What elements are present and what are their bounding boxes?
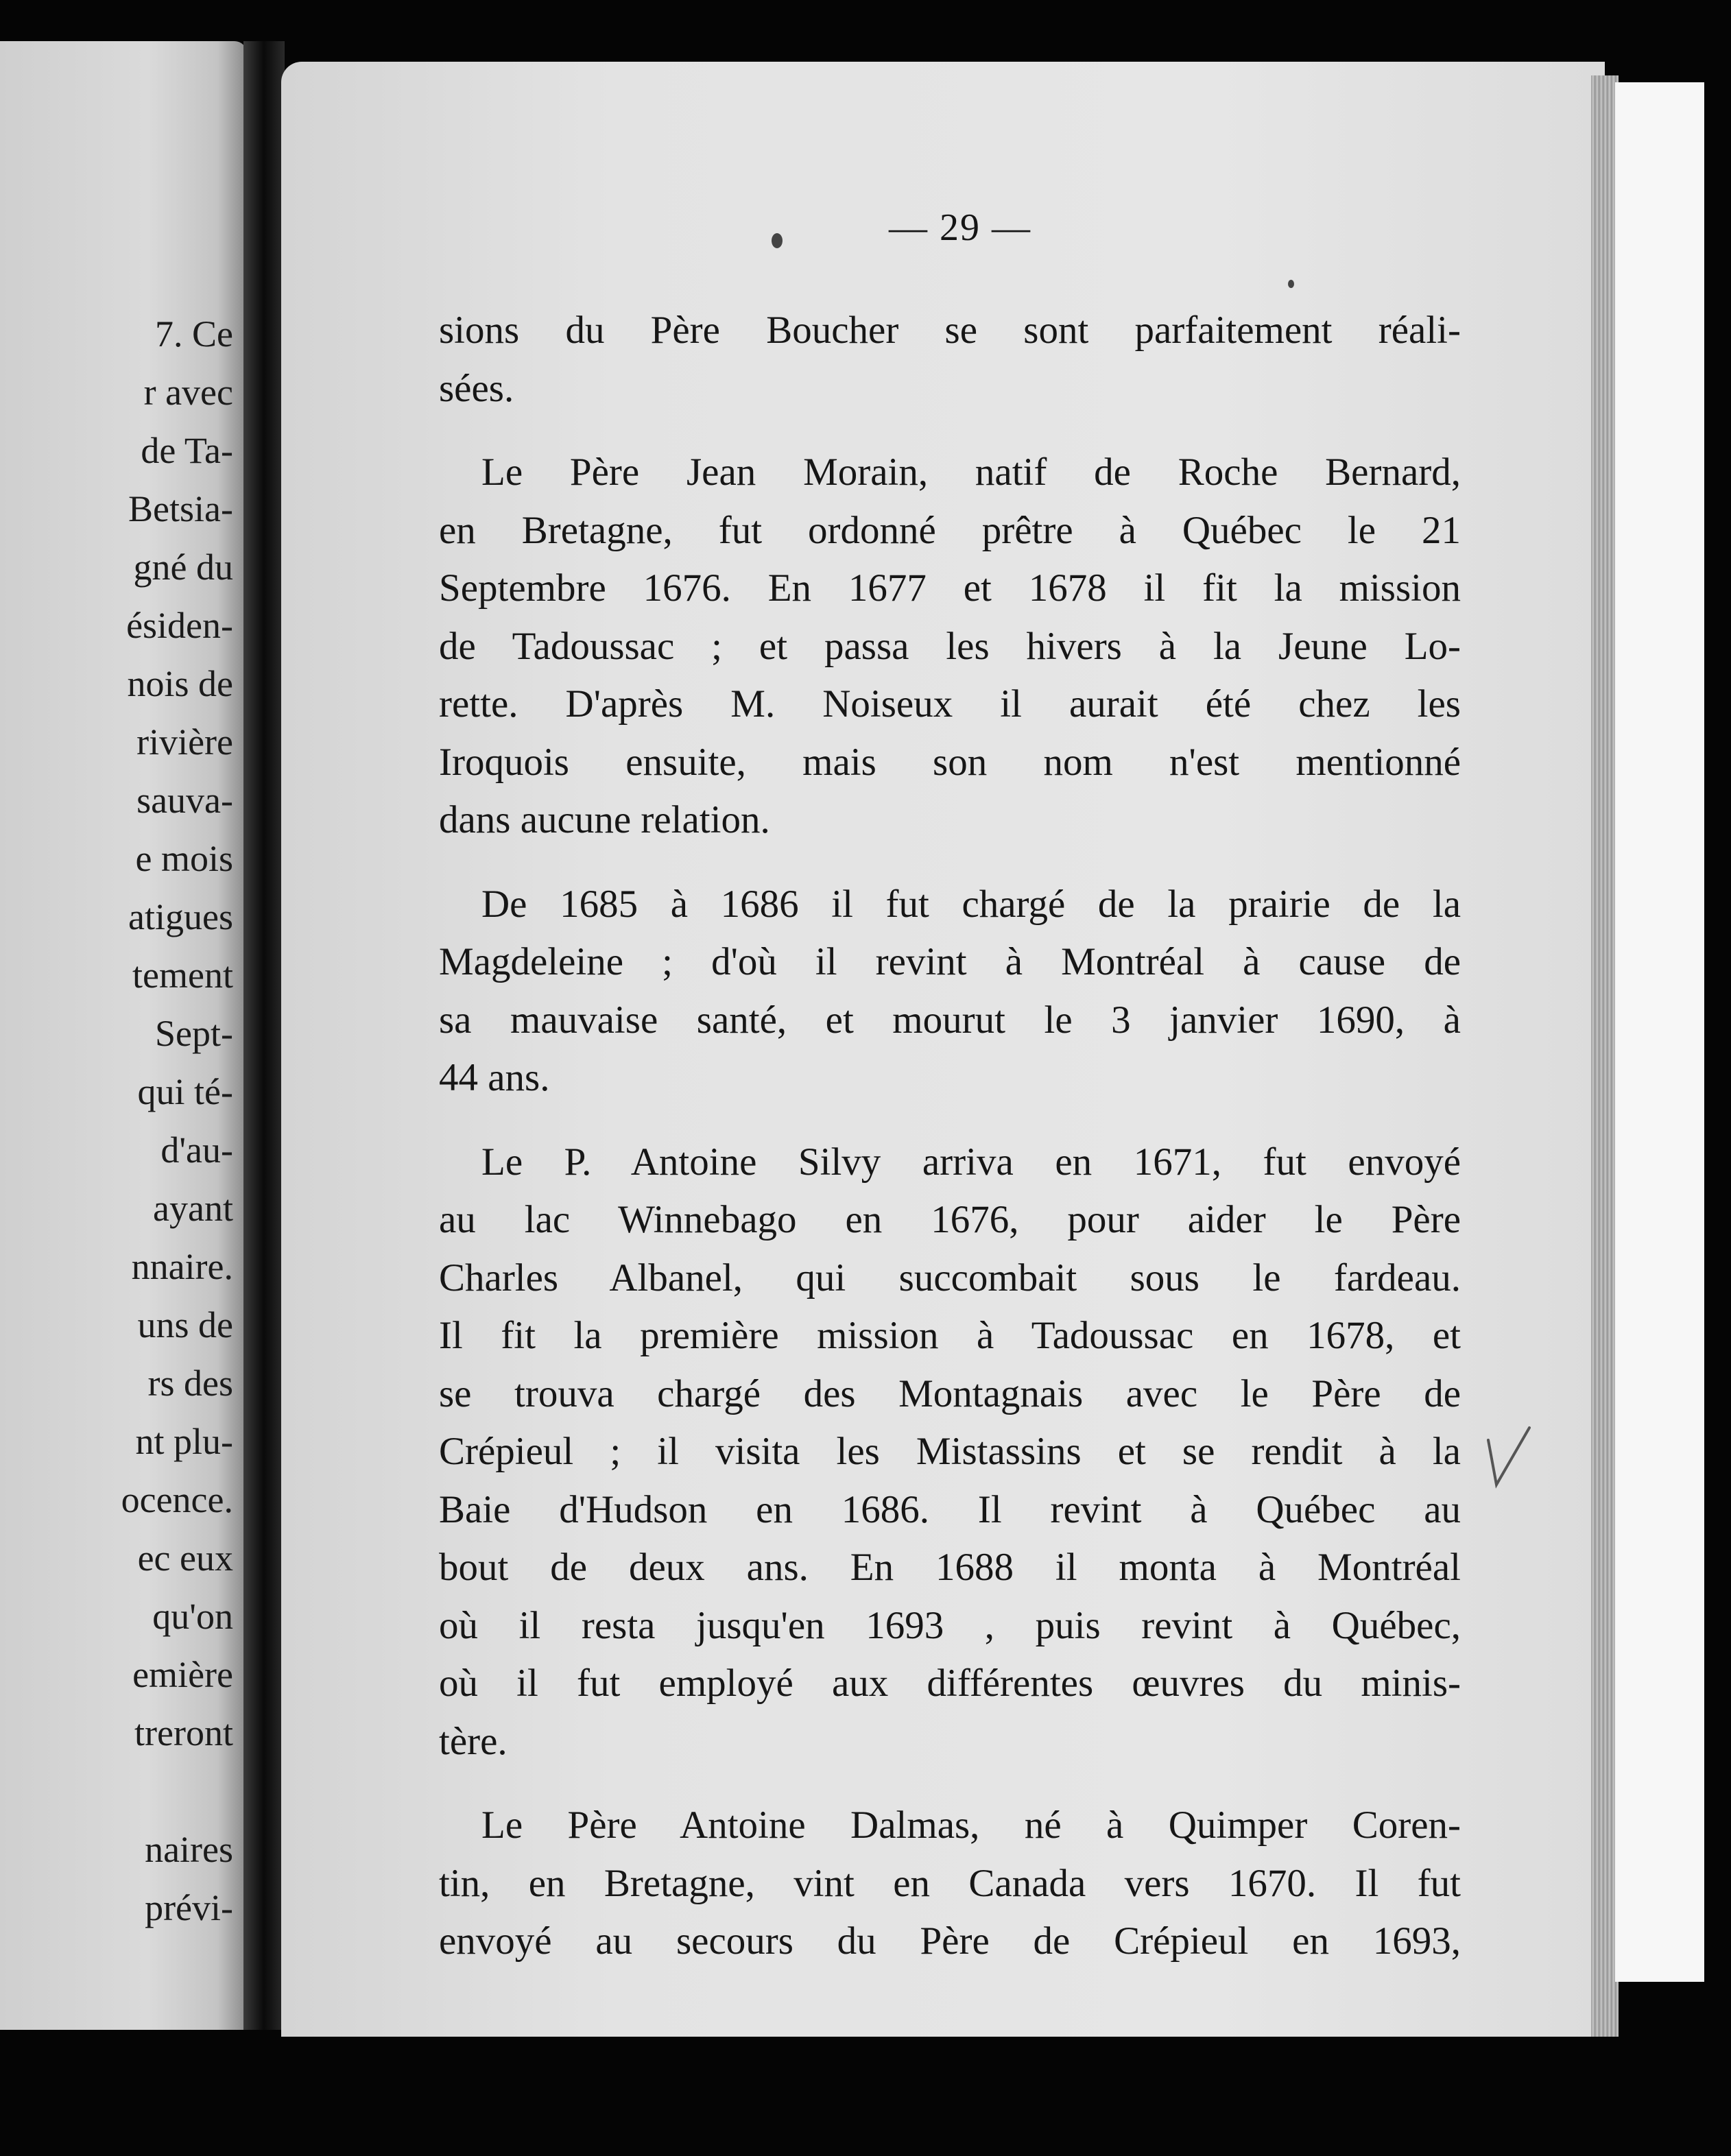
text-line: tin, en Bretagne, vint en Canada vers 1670. Il fut bbox=[439, 1861, 1461, 1905]
left-line: ec eux bbox=[137, 1537, 233, 1579]
text-line: dans aucune relation. bbox=[439, 798, 770, 841]
left-line: r avec bbox=[143, 372, 233, 413]
left-line: emière bbox=[132, 1654, 233, 1695]
left-line: Sept- bbox=[155, 1013, 233, 1054]
paragraph bbox=[439, 876, 1461, 1107]
text-line: en Bretagne, fut ordonné prêtre à Québec le 21 bbox=[439, 508, 1461, 552]
left-line: d'au- bbox=[160, 1129, 233, 1171]
left-line: rs des bbox=[147, 1363, 233, 1404]
text-line: bout de deux ans. En 1688 il monta à Montréal bbox=[439, 1546, 1461, 1589]
left-line: nois de bbox=[127, 663, 233, 704]
left-line: nt plu- bbox=[135, 1421, 233, 1462]
left-line: sauva- bbox=[136, 780, 233, 821]
text-line: De 1685 à 1686 il fut chargé de la prairie de la bbox=[481, 882, 1461, 926]
text-line: Baie d'Hudson en 1686. Il revint à Québec au bbox=[439, 1487, 1461, 1531]
left-line: treront bbox=[134, 1712, 233, 1753]
text-line: tère. bbox=[439, 1719, 508, 1763]
left-line: qui té- bbox=[137, 1071, 233, 1112]
text-line: rette. D'après M. Noiseux il aurait été chez les bbox=[439, 682, 1461, 726]
text-line: où il resta jusqu'en 1693 , puis revint à Québec, bbox=[439, 1603, 1461, 1647]
margin-check-mark-icon bbox=[1481, 1420, 1536, 1495]
page-number: — 29 — bbox=[889, 206, 1031, 249]
left-line: rivière bbox=[136, 721, 233, 763]
text-line: sions du Père Boucher se sont parfaitement réali- bbox=[439, 309, 1461, 352]
text-line: Septembre 1676. En 1677 et 1678 il fit la mission bbox=[439, 566, 1461, 610]
text-line: où il fut employé aux différentes œuvres du minis- bbox=[439, 1662, 1461, 1705]
left-line: de Ta- bbox=[141, 430, 233, 471]
paragraph bbox=[439, 444, 1461, 850]
book-spine bbox=[243, 41, 285, 2030]
left-line: atigues bbox=[128, 896, 233, 937]
left-line: e mois bbox=[135, 838, 233, 879]
text-line: 44 ans. bbox=[439, 1056, 550, 1099]
left-line: ocence. bbox=[121, 1479, 233, 1520]
left-line: uns de bbox=[137, 1304, 233, 1345]
paragraph bbox=[439, 1797, 1461, 1971]
text-line: sa mauvaise santé, et mourut le 3 janvier 1690, à bbox=[439, 998, 1461, 1042]
page-edge-stack bbox=[1591, 75, 1619, 2037]
left-line bbox=[0, 1762, 233, 1821]
text-line: Le P. Antoine Silvy arriva en 1671, fut envoyé bbox=[481, 1140, 1461, 1184]
page-body-text bbox=[439, 302, 1461, 1971]
left-line: qu'on bbox=[152, 1596, 233, 1637]
text-line: se trouva chargé des Montagnais avec le Père de bbox=[439, 1372, 1461, 1415]
text-line: au lac Winnebago en 1676, pour aider le Père bbox=[439, 1198, 1461, 1241]
text-line: Le Père Jean Morain, natif de Roche Bernard, bbox=[481, 451, 1461, 494]
text-line: Crépieul ; il visita les Mistassins et se rendit à la bbox=[439, 1430, 1461, 1473]
text-line: Iroquois ensuite, mais son nom n'est mentionné bbox=[439, 740, 1461, 784]
left-line: 7. Ce bbox=[155, 313, 233, 355]
text-line: de Tadoussac ; et passa les hivers à la Jeune Lo- bbox=[439, 624, 1461, 668]
ink-spot bbox=[772, 233, 783, 248]
left-line: naires bbox=[145, 1829, 233, 1870]
left-line: ésiden- bbox=[126, 605, 233, 646]
text-line: Il fit la première mission à Tadoussac en 1678, et bbox=[439, 1314, 1461, 1357]
page-edge-white bbox=[1615, 82, 1704, 1982]
left-line: gné du bbox=[133, 547, 233, 588]
text-line: envoyé au secours du Père de Crépieul en 1693, bbox=[439, 1919, 1461, 1963]
left-page bbox=[0, 41, 247, 2030]
text-line: Le Père Antoine Dalmas, né à Quimper Coren- bbox=[481, 1804, 1461, 1847]
text-line: Charles Albanel, qui succombait sous le fardeau. bbox=[439, 1256, 1461, 1299]
left-page-text bbox=[0, 305, 233, 1937]
left-line: prévi- bbox=[145, 1887, 233, 1928]
left-line: Betsia- bbox=[128, 488, 233, 529]
paragraph bbox=[439, 1134, 1461, 1771]
left-line: tement bbox=[132, 955, 233, 996]
paragraph bbox=[439, 302, 1461, 418]
text-line: sées. bbox=[439, 366, 514, 410]
left-line: nnaire. bbox=[131, 1246, 233, 1287]
ink-spot bbox=[1288, 280, 1294, 288]
left-line: ayant bbox=[153, 1188, 233, 1229]
text-line: Magdeleine ; d'où il revint à Montréal à cause de bbox=[439, 940, 1461, 983]
